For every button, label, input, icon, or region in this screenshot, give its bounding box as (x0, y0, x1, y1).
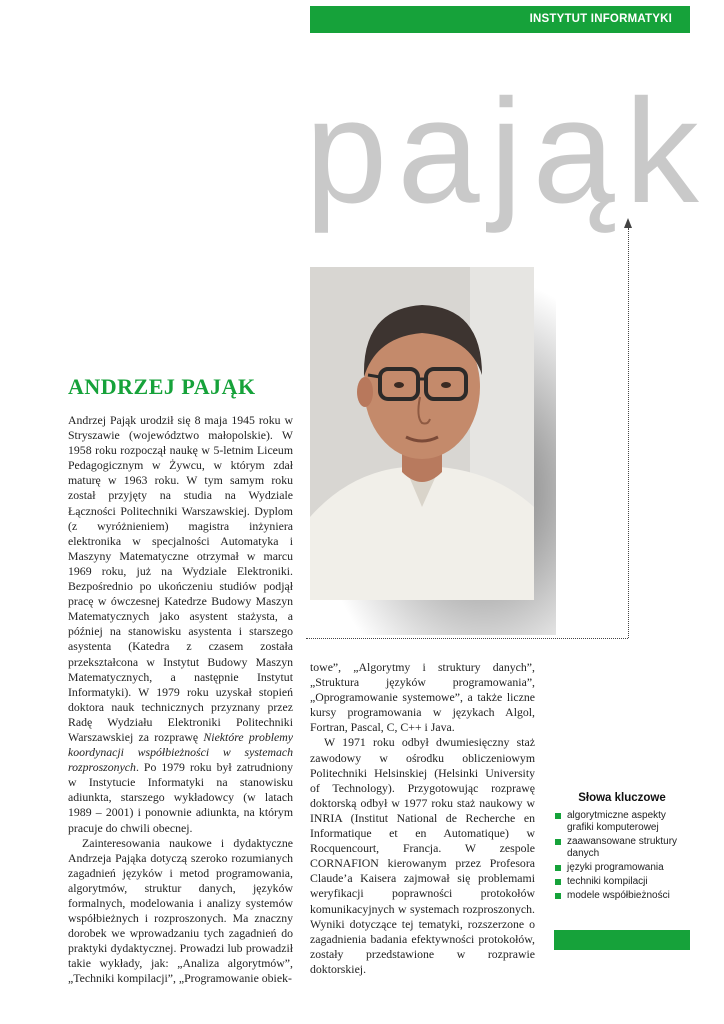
square-bullet-icon (555, 893, 561, 899)
keyword-item (554, 836, 690, 860)
square-bullet-icon (555, 865, 561, 871)
paragraph-text: Andrzej Pająk urodził się 8 maja 1945 roku w Stryszawie (województwo małopolskie). W 1958 roku rozpoczął naukę w 5-letnim Liceum Pedagogicznym w Żywcu, w którym zdał maturę w 1963 roku. W tym samym roku został przyjęty na studia na Wydziale Łączności Politechniki Warszawskiej. Dyplom (z wyróżnieniem) magistra inżyniera elektronika w specjalności Automatyka i Maszyny Matematyczne otrzymał w marcu 1969 roku, już na Wydziale Elektroniki. Bezpośrednio po ukończeniu studiów podjął pracę w ówczesnej Katedrze Budowy Maszyn Matematycznych jako asystent stażysta, a później na stanowisku asystenta i starszego asystenta (Katedra z czasem została przekształcona w Instytut Budowy Maszyn Matematycznych, a następnie Instytut Informatyki). W 1979 roku uzyskał stopień doktora nauk technicznych przyznany przez Radę Wydziału Elektroniki Politechniki Warszawskiej za rozprawę (68, 413, 293, 744)
keyword-label: zaawansowane struktury danych (567, 836, 678, 859)
article-title: ANDRZEJ PAJĄK (68, 374, 256, 399)
arrow-up-icon (624, 218, 632, 228)
dotted-guide-horizontal (306, 638, 628, 639)
keyword-label: języki programowania (567, 862, 664, 873)
keywords-list (554, 810, 690, 902)
footer-accent-bar (554, 930, 690, 950)
square-bullet-icon (555, 813, 561, 819)
paragraph-internships: W 1971 roku odbył dwumiesięczny staż zawodowy w ośrodku obliczeniowym Politechniki Helsinskiej (Helsinki University of Technology). Przygotowując rozprawę doktorską odbył w 1977 roku staż naukowy w INRIA (Institut National de Recherche en Informatique et en Automatique) w Rocquencourt, Francja. W zespole CORNAFION kierowanym przez Profesora Claude’a Kaisera zajmował się problemami weryfikacji poprawności protokołów komunikacyjnych w systemach rozproszonych. Wyniki dotyczące tej tematyki, rozszerzone o zagadnienia badania efektywności protokołów, zostały przedstawione w rozprawie doktorskiej. (310, 735, 535, 976)
institute-label: INSTYTUT INFORMATYKI (529, 13, 672, 25)
keyword-item (554, 890, 690, 902)
portrait-photo (310, 267, 534, 600)
paragraph-interests: Zainteresowania naukowe i dydaktyczne Andrzeja Pająka dotyczą szeroko rozumianych zagadnień języków i metod programowania, algorytmów, struktur danych, języków formalnych, modelowania i analizy systemów współbieżnych i rozproszonych. Ma znaczny dorobek we wprowadzaniu tych zagadnień do praktyki dydaktycznej. Prowadzi lub prowadził takie wykłady, jak: „Analiza algorytmów”, „Techniki kompilacji”, „Programowanie obiek- (68, 835, 293, 986)
square-bullet-icon (555, 839, 561, 845)
keywords-title: Słowa kluczowe (578, 792, 666, 804)
keyword-item (554, 810, 690, 834)
keyword-item (554, 862, 690, 874)
header-bar (310, 6, 690, 33)
dotted-guide-vertical (628, 228, 629, 638)
keyword-item (554, 876, 690, 888)
paragraph-courses: towe”, „Algorytmy i struktury danych”, „Struktura języków programowania”, „Oprogramowanie systemowe”, a także liczne kursy programowania w językach Algol, Fortran, Pascal, C, C++ i Java. (310, 660, 535, 735)
paragraph-biography (68, 413, 293, 836)
keywords-box (554, 792, 690, 904)
article-column-left (68, 413, 293, 987)
keyword-label: techniki kompilacji (567, 876, 648, 887)
keyword-label: algorytmiczne aspekty grafiki komputerowej (567, 810, 666, 833)
square-bullet-icon (555, 879, 561, 885)
portrait-image (310, 267, 534, 600)
paragraph-text: . Po 1979 roku był zatrudniony w Instytucie Informatyki na stanowisku adiunkta, starszego wykładowcy (w latach 1989 – 2001) i ponownie adiunkta, na którym pracuje do chwili obecnej. (68, 760, 293, 835)
thesis-title: Niektóre problemy koordynacji współbieżności w systemach rozproszonych (68, 729, 294, 775)
decorative-surname: pająk (305, 69, 709, 234)
keyword-label: modele współbieżności (567, 890, 670, 901)
article-column-right (310, 660, 535, 977)
